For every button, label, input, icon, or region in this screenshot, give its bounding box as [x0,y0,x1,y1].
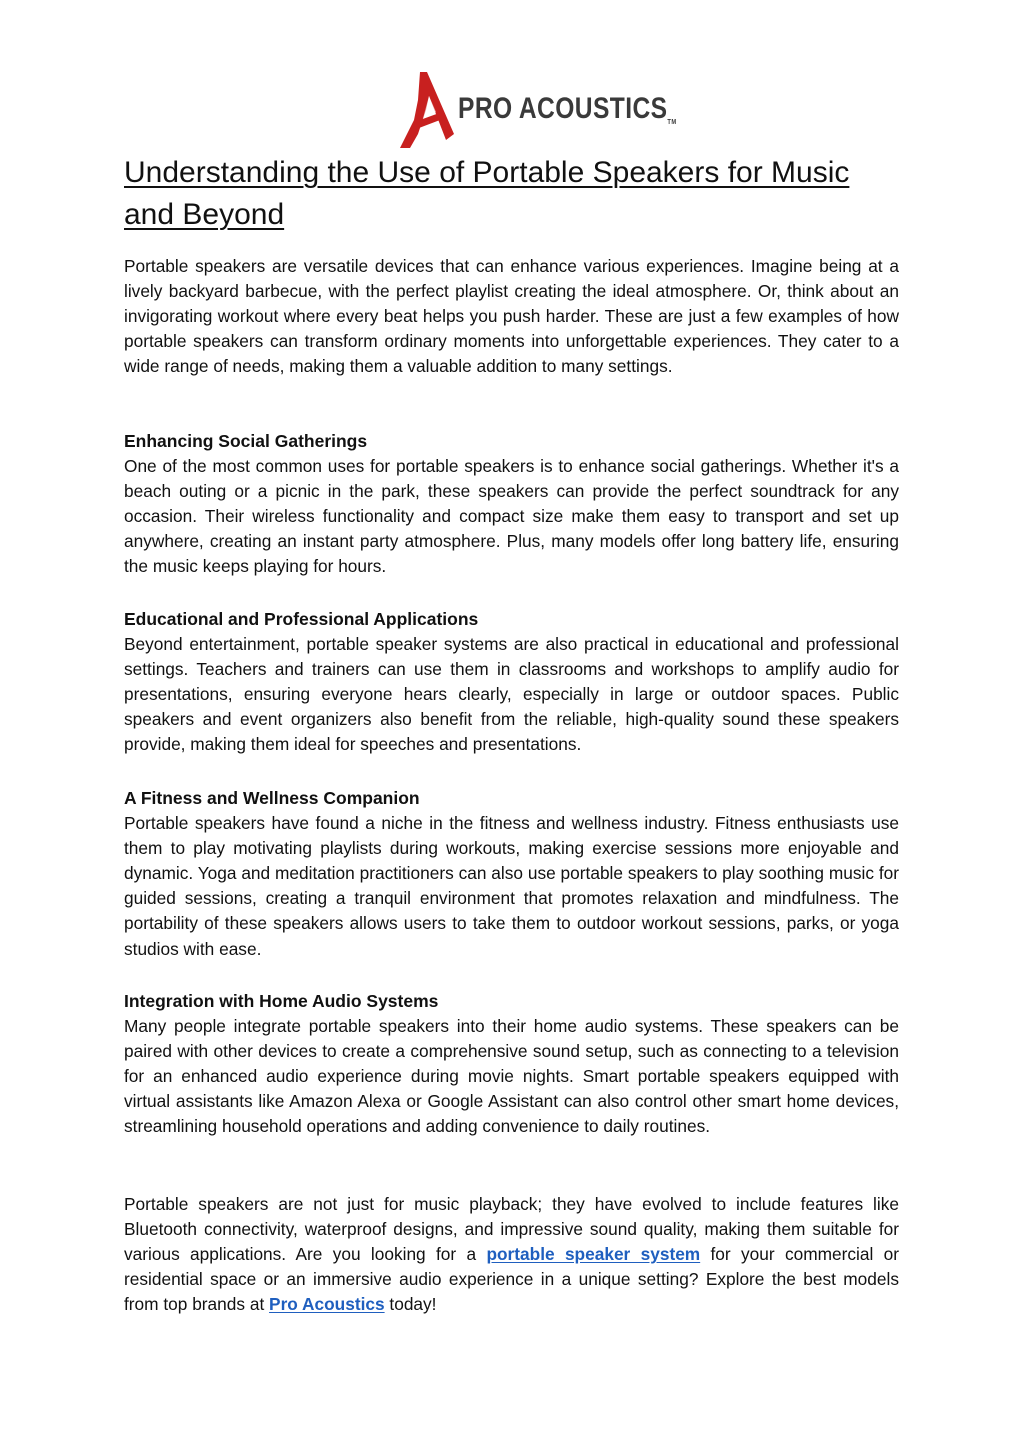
closing-block [124,1192,899,1317]
section-heading: Educational and Professional Applications [124,609,479,629]
section-fitness [124,786,899,962]
portable-speaker-system-link[interactable]: portable speaker system [486,1244,701,1265]
closing-text-3: today! [384,1294,437,1315]
section-paragraph: Portable speakers have found a niche in the fitness and wellness industry. Fitness enthusiasts use them to play motivating playlists during workouts, making exercise sessions more enjoyable and dynamic. Yoga and meditation practitioners can also use portable speakers to play soothing music for guided sessions, creating a tranquil environment that promotes relaxation and mindfulness. The portability of these speakers allows users to take them to outdoor workout sessions, parks, or yoga studios with ease. [124,813,899,959]
section-paragraph: Many people integrate portable speakers into their home audio systems. These speakers can be paired with other devices to create a comprehensive sound setup, such as connecting to a television for an enhanced audio experience during movie nights. Smart portable speakers equipped with virtual assistants like Amazon Alexa or Google Assistant can also control other smart home devices, streamlining household operations and adding convenience to daily routines. [124,1016,899,1137]
trademark-mark: TM [667,119,677,126]
page-title: Understanding the Use of Portable Speakers for Music and Beyond [124,156,850,231]
intro-paragraph: Portable speakers are versatile devices that can enhance various experiences. Imagine being at a lively backyard barbecue, with the perfect playlist creating the ideal atmosphere. Or, think about an invigorating workout where every beat helps you push harder. These are just a few examples of how portable speakers can transform ordinary moments into unforgettable experiences. They cater to a wide range of needs, making them a valuable addition to many settings. [124,256,899,377]
section-educational [124,607,899,758]
section-social [124,429,899,580]
intro-block [124,254,899,379]
pro-acoustics-logo-icon [396,70,456,150]
section-home-audio [124,989,899,1140]
section-paragraph: One of the most common uses for portable speakers is to enhance social gatherings. Whether it's a beach outing or a picnic in the park, these speakers can provide the perfect soundtrack for any occasion. Their wireless functionality and compact size make them easy to transport and set up anywhere, creating an instant party atmosphere. Plus, many models offer long battery life, ensuring the music keeps playing for hours. [124,456,899,577]
closing-paragraph [124,1192,899,1317]
brand-name: PRO ACOUSTICSTM [458,92,677,126]
pro-acoustics-link[interactable]: Pro Acoustics [269,1294,385,1315]
brand-logo [396,70,677,150]
section-heading: Integration with Home Audio Systems [124,991,439,1011]
closing-text-2: for your commercial or residential space or an immersive audio experience in a unique setting? Explore the best models from top brands at [124,1244,899,1315]
section-paragraph: Beyond entertainment, portable speaker systems are also practical in educational and professional settings. Teachers and trainers can use them in classrooms and workshops to amplify audio for presentations, ensuring everyone hears clearly, especially in large or outdoor spaces. Public speakers and event organizers also benefit from the reliable, high-quality sound these speakers provide, making them ideal for speeches and presentations. [124,634,899,755]
closing-text-1: Portable speakers are not just for music playback; they have evolved to include features like Bluetooth connectivity, waterproof designs, and impressive sound quality, making them suitable for various applications. Are you looking for a [124,1194,899,1265]
section-heading: Enhancing Social Gatherings [124,431,368,451]
section-heading: A Fitness and Wellness Companion [124,788,420,808]
